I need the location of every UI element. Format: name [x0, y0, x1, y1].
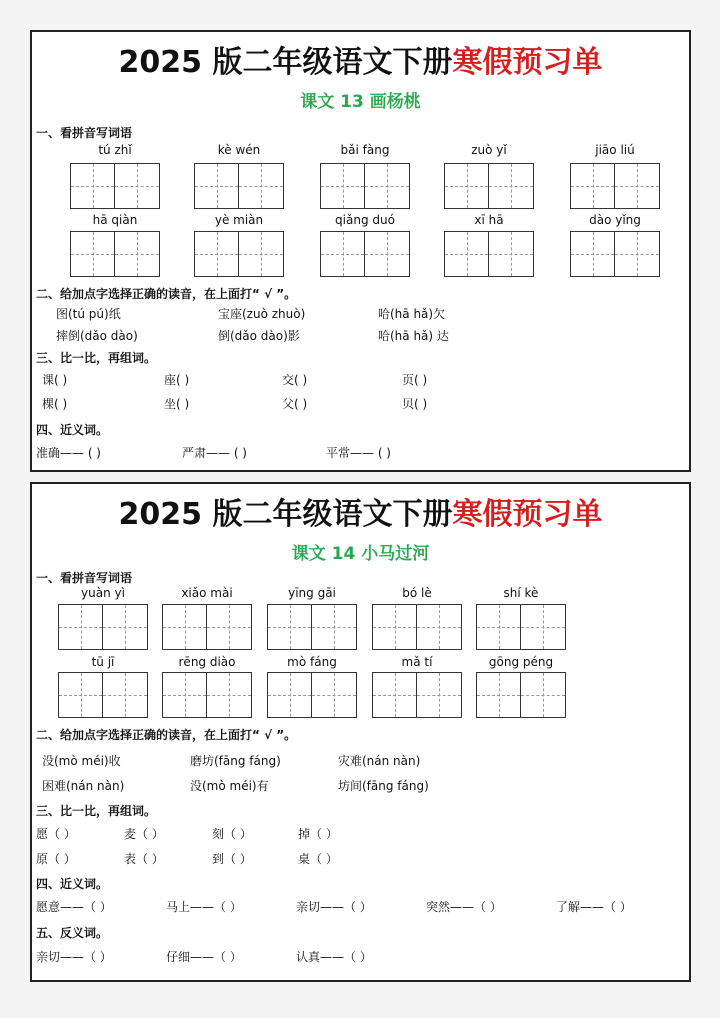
writing-grid[interactable] — [162, 604, 252, 650]
title-main: 2025 版二年级语文下册 — [118, 497, 453, 532]
compare-word-item[interactable]: 到（ ） — [212, 852, 252, 866]
writing-grid[interactable] — [320, 231, 410, 277]
compare-word-item[interactable]: 麦（ ） — [124, 827, 164, 841]
writing-grid[interactable] — [570, 163, 660, 209]
pinyin-label: rēng diào — [178, 655, 236, 669]
writing-grid[interactable] — [58, 672, 148, 718]
compare-word-item[interactable]: 表（ ） — [124, 852, 164, 866]
compare-word-item[interactable]: 课( ) — [42, 373, 68, 387]
pinyin-label: bó lè — [402, 586, 432, 600]
compare-word-item[interactable]: 坐( ) — [164, 397, 190, 411]
section-1-heading: 一、看拼音写词语 — [36, 571, 133, 585]
compare-word-item[interactable]: 父( ) — [282, 397, 308, 411]
worksheet-title — [32, 37, 689, 81]
section-2-heading: 二、给加点字选择正确的读音，在上面打“ √ ”。 — [36, 728, 297, 742]
lesson-subtitle: 课文 13 画杨桃 — [300, 92, 421, 112]
pinyin-label: zuò yǐ — [471, 143, 507, 157]
compare-word-item[interactable]: 掉（ ） — [298, 827, 338, 841]
section-3-heading: 三、比一比，再组词。 — [36, 804, 157, 818]
synonym-item[interactable]: 了解——（ ） — [556, 900, 632, 914]
reading-choice[interactable]: 灾难(nán nàn) — [338, 754, 421, 768]
pinyin-label: yīng gāi — [288, 586, 336, 600]
reading-choice[interactable]: 哈(hā hǎ) 达 — [378, 329, 449, 343]
reading-choice[interactable]: 宝座(zuò zhuò) — [218, 307, 306, 321]
synonym-item[interactable]: 准确—— ( ) — [36, 446, 101, 460]
compare-word-item[interactable]: 原（ ） — [36, 852, 76, 866]
pinyin-label: tū jī — [91, 655, 115, 669]
pinyin-label: bǎi fàng — [340, 143, 390, 157]
writing-grid[interactable] — [476, 672, 566, 718]
pinyin-label: jiāo liú — [595, 143, 635, 157]
pinyin-label: mò fáng — [287, 655, 337, 669]
worksheet-title — [32, 489, 689, 533]
writing-grid[interactable] — [194, 163, 284, 209]
compare-word-item[interactable]: 贝( ) — [402, 397, 428, 411]
pinyin-label: tú zhǐ — [98, 143, 132, 157]
writing-grid[interactable] — [320, 163, 410, 209]
section-4-heading: 四、近义词。 — [36, 423, 109, 437]
compare-word-item[interactable]: 刻（ ） — [212, 827, 252, 841]
reading-choice[interactable]: 磨坊(fāng fáng) — [190, 754, 281, 768]
compare-word-item[interactable]: 愿（ ） — [36, 827, 76, 841]
title-highlight: 寒假预习单 — [452, 45, 603, 80]
synonym-item[interactable]: 愿意——（ ） — [36, 900, 112, 914]
writing-grid[interactable] — [372, 604, 462, 650]
synonym-item[interactable]: 突然——（ ） — [426, 900, 502, 914]
pinyin-label: mǎ tí — [401, 655, 433, 669]
compare-word-item[interactable]: 页( ) — [402, 373, 428, 387]
reading-choice[interactable]: 摔倒(dǎo dào) — [56, 329, 138, 343]
writing-grid[interactable] — [267, 604, 357, 650]
pinyin-label: kè wén — [217, 143, 261, 157]
compare-word-item[interactable]: 棵( ) — [42, 397, 68, 411]
reading-choice[interactable]: 图(tú pú)纸 — [56, 307, 121, 321]
pinyin-label: hā qiàn — [92, 213, 138, 227]
pinyin-label: qiǎng duó — [335, 213, 395, 227]
writing-grid[interactable] — [194, 231, 284, 277]
pinyin-label: yuàn yì — [81, 586, 125, 600]
writing-grid[interactable] — [162, 672, 252, 718]
pinyin-label: dào yǐng — [589, 213, 641, 227]
compare-word-item[interactable]: 桌（ ） — [298, 852, 338, 866]
reading-choice[interactable]: 哈(hā hǎ)欠 — [378, 307, 446, 321]
synonym-item[interactable]: 严肃—— ( ) — [182, 446, 247, 460]
antonym-item[interactable]: 仔细——（ ） — [166, 950, 242, 964]
reading-choice[interactable]: 坊间(fāng fáng) — [338, 779, 429, 793]
writing-grid[interactable] — [570, 231, 660, 277]
synonym-item[interactable]: 马上——（ ） — [166, 900, 242, 914]
lesson-subtitle: 课文 14 小马过河 — [291, 544, 430, 564]
pinyin-label: yè miàn — [214, 213, 264, 227]
reading-choice[interactable]: 倒(dǎo dào)影 — [218, 329, 300, 343]
pinyin-label: shí kè — [503, 586, 539, 600]
writing-grid[interactable] — [267, 672, 357, 718]
writing-grid[interactable] — [476, 604, 566, 650]
writing-grid[interactable] — [70, 163, 160, 209]
pinyin-label: xī hā — [474, 213, 504, 227]
reading-choice[interactable]: 没(mò méi)有 — [190, 779, 269, 793]
antonym-item[interactable]: 亲切——（ ） — [36, 950, 112, 964]
section-2-heading: 二、给加点字选择正确的读音，在上面打“ √ ”。 — [36, 287, 297, 301]
section-1-heading: 一、看拼音写词语 — [36, 126, 133, 140]
title-main: 2025 版二年级语文下册 — [118, 45, 453, 80]
worksheet-lesson-14 — [30, 482, 691, 982]
antonym-item[interactable]: 认真——（ ） — [296, 950, 372, 964]
section-4-heading: 四、近义词。 — [36, 877, 109, 891]
worksheet-lesson-13 — [30, 30, 691, 472]
section-5-heading: 五、反义词。 — [36, 926, 109, 940]
writing-grid[interactable] — [372, 672, 462, 718]
synonym-item[interactable]: 亲切——（ ） — [296, 900, 372, 914]
writing-grid[interactable] — [58, 604, 148, 650]
reading-choice[interactable]: 没(mò méi)收 — [42, 754, 121, 768]
writing-grid[interactable] — [444, 231, 534, 277]
writing-grid[interactable] — [444, 163, 534, 209]
pinyin-label: gōng péng — [488, 655, 554, 669]
reading-choice[interactable]: 困难(nán nàn) — [42, 779, 125, 793]
compare-word-item[interactable]: 交( ) — [282, 373, 308, 387]
compare-word-item[interactable]: 座( ) — [164, 373, 190, 387]
writing-grid[interactable] — [70, 231, 160, 277]
pinyin-label: xiǎo mài — [181, 586, 233, 600]
title-highlight: 寒假预习单 — [452, 497, 603, 532]
synonym-item[interactable]: 平常—— ( ) — [326, 446, 391, 460]
section-3-heading: 三、比一比，再组词。 — [36, 351, 157, 365]
